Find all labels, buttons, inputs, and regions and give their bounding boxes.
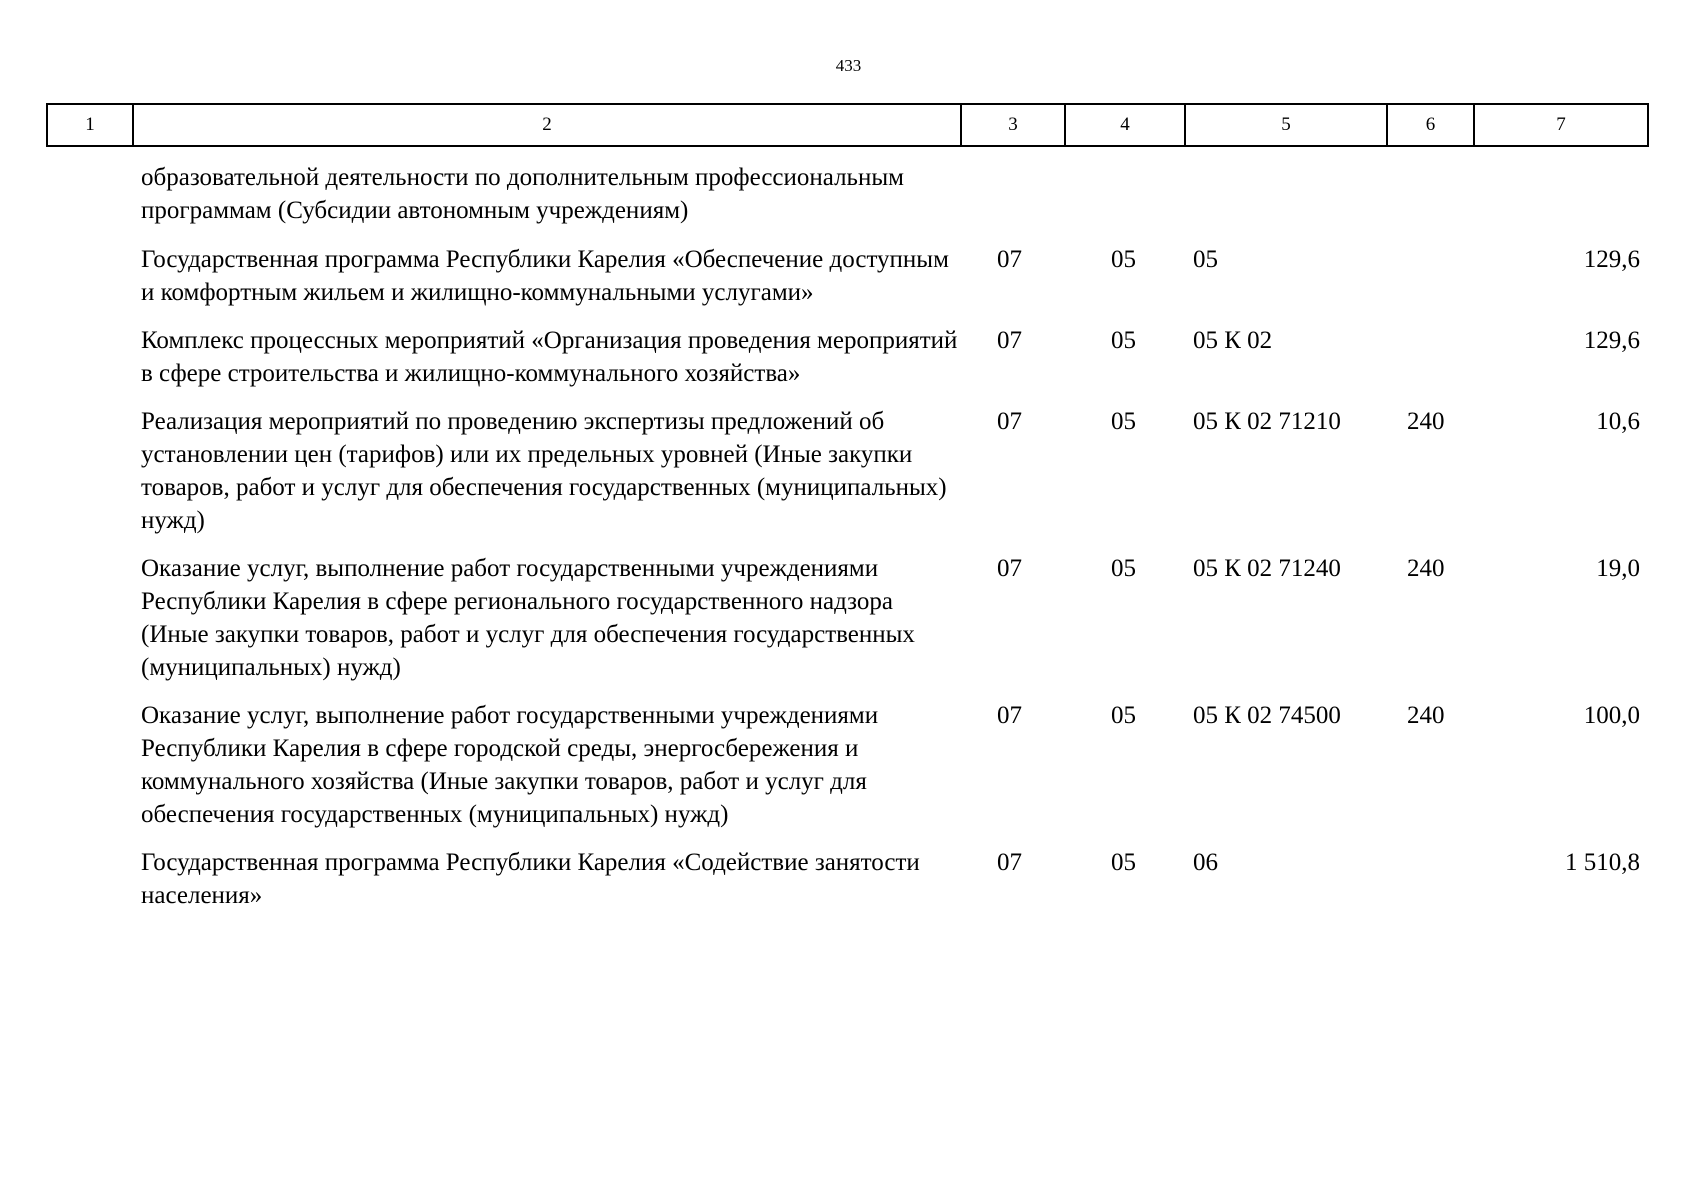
row-section: 07 — [997, 555, 1022, 582]
row-amount: 129,6 — [1583, 246, 1640, 273]
row-target-code — [1185, 146, 1387, 243]
header-col-3: 3 — [961, 104, 1065, 146]
row-expense-type — [1387, 846, 1474, 927]
row-target-code: 05 К 02 — [1193, 327, 1273, 354]
row-expense-type — [1387, 324, 1474, 405]
row-number-cell — [47, 243, 133, 324]
table-header — [47, 104, 1648, 146]
row-name: образовательной деятельности по дополнительным профессиональным программам (Субсидии автономным учреждениям) — [141, 164, 904, 224]
row-name: Реализация мероприятий по проведению экспертизы предложений об установлении цен (тарифов) или их предельных уровней (Иные закупки товаров, работ и услуг для обеспечения государственных (муниципальных) нужд) — [141, 408, 947, 534]
row-amount: 129,6 — [1583, 327, 1640, 354]
row-expense-type: 240 — [1407, 408, 1445, 435]
row-target-code: 05 К 02 74500 — [1193, 702, 1341, 729]
row-subsection: 05 — [1111, 408, 1136, 435]
row-subsection — [1065, 146, 1185, 243]
table-body — [47, 146, 1648, 927]
header-col-4: 4 — [1065, 104, 1185, 146]
row-amount: 10,6 — [1596, 408, 1640, 435]
row-section — [961, 146, 1065, 243]
row-target-code: 05 К 02 71240 — [1193, 555, 1341, 582]
header-col-7: 7 — [1474, 104, 1648, 146]
row-section: 07 — [997, 849, 1022, 876]
row-subsection: 05 — [1111, 849, 1136, 876]
header-col-1: 1 — [47, 104, 133, 146]
row-subsection: 05 — [1111, 246, 1136, 273]
row-number-cell — [47, 324, 133, 405]
row-section: 07 — [997, 408, 1022, 435]
row-section: 07 — [997, 327, 1022, 354]
row-expense-type — [1387, 146, 1474, 243]
row-name: Государственная программа Республики Карелия «Содействие занятости населения» — [141, 849, 920, 909]
table-row — [47, 324, 1648, 405]
page-number: 433 — [835, 56, 862, 75]
row-amount: 1 510,8 — [1565, 849, 1640, 876]
header-col-2: 2 — [133, 104, 961, 146]
row-target-code: 05 — [1193, 246, 1218, 273]
row-target-code: 06 — [1193, 849, 1218, 876]
row-amount — [1474, 146, 1648, 243]
row-subsection: 05 — [1111, 327, 1136, 354]
row-target-code: 05 К 02 71210 — [1193, 408, 1341, 435]
table-row — [47, 699, 1648, 846]
table-row — [47, 243, 1648, 324]
row-name: Комплекс процессных мероприятий «Организация проведения мероприятий в сфере строительства и жилищно-коммунального хозяйства» — [141, 327, 958, 387]
row-number-cell — [47, 699, 133, 846]
header-col-6: 6 — [1387, 104, 1474, 146]
row-section: 07 — [997, 702, 1022, 729]
row-subsection: 05 — [1111, 702, 1136, 729]
row-expense-type: 240 — [1407, 702, 1445, 729]
table-row — [47, 146, 1648, 243]
row-name: Государственная программа Республики Карелия «Обеспечение доступным и комфортным жильем и жилищно-коммунальными услугами» — [141, 246, 949, 306]
row-name: Оказание услуг, выполнение работ государственными учреждениями Республики Карелия в сфере регионального государственного надзора (Иные закупки товаров, работ и услуг для обеспечения государственных (муниципальных) нужд) — [141, 555, 915, 681]
row-amount: 19,0 — [1596, 555, 1640, 582]
budget-table — [46, 103, 1649, 927]
row-number-cell — [47, 146, 133, 243]
row-number-cell — [47, 405, 133, 552]
row-name: Оказание услуг, выполнение работ государственными учреждениями Республики Карелия в сфере городской среды, энергосбережения и коммунального хозяйства (Иные закупки товаров, работ и услуг для обеспечения государственных (муниципальных) нужд) — [141, 702, 879, 828]
row-section: 07 — [997, 246, 1022, 273]
row-expense-type — [1387, 243, 1474, 324]
table-row — [47, 552, 1648, 699]
header-row — [47, 104, 1648, 146]
header-col-5: 5 — [1185, 104, 1387, 146]
row-number-cell — [47, 552, 133, 699]
table-row — [47, 846, 1648, 927]
row-number-cell — [47, 846, 133, 927]
table-row — [47, 405, 1648, 552]
row-expense-type: 240 — [1407, 555, 1445, 582]
row-amount: 100,0 — [1583, 702, 1640, 729]
row-subsection: 05 — [1111, 555, 1136, 582]
